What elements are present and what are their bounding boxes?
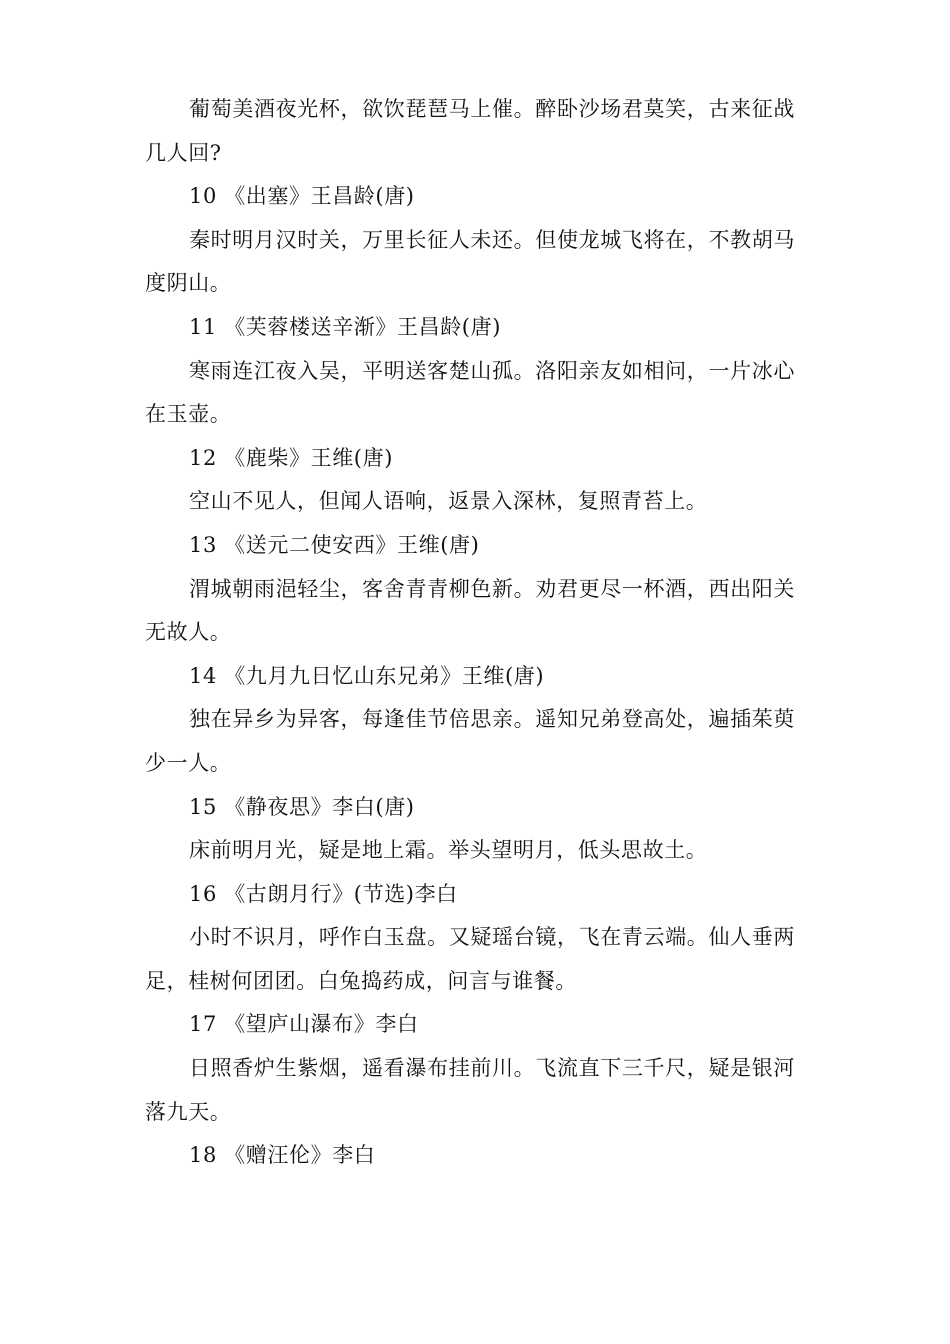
- poem-heading: 10 《出塞》王昌龄(唐): [189, 184, 415, 209]
- poem-text: 小时不识月，呼作白玉盘。又疑瑶台镜，飞在青云端。仙人垂两足，桂树何团团。白兔捣药成，问言与谁餐。: [145, 925, 795, 993]
- poem-heading: 13 《送元二使安西》王维(唐): [189, 532, 480, 557]
- poem-heading: 12 《鹿柴》王维(唐): [189, 445, 393, 470]
- poem-text: 葡萄美酒夜光杯，欲饮琵琶马上催。醉卧沙场君莫笑，古来征战几人回?: [145, 97, 795, 165]
- poem-heading: 15 《静夜思》李白(唐): [189, 794, 415, 819]
- poem-heading: 17 《望庐山瀑布》李白: [189, 1012, 419, 1037]
- poem-text: 日照香炉生紫烟，遥看瀑布挂前川。飞流直下三千尺，疑是银河落九天。: [145, 1056, 795, 1124]
- poem-text: 床前明月光，疑是地上霜。举头望明月，低头思故土。: [189, 838, 708, 863]
- poem-text: 寒雨连江夜入吴，平明送客楚山孤。洛阳亲友如相问，一片冰心在玉壶。: [145, 358, 795, 427]
- poem-heading: 14 《九月九日忆山东兄弟》王维(唐): [189, 663, 545, 688]
- poem-heading: 11 《芙蓉楼送辛渐》王昌龄(唐): [189, 314, 501, 339]
- poem-text: 秦时明月汉时关，万里长征人未还。但使龙城飞将在，不教胡马度阴山。: [145, 227, 795, 296]
- poem-heading: 18 《赠汪伦》李白: [189, 1143, 376, 1168]
- poem-text: 空山不见人，但闻人语响，返景入深林，复照青苔上。: [189, 489, 708, 514]
- document-body: [145, 88, 795, 1178]
- poem-text: 独在异乡为异客，每逢佳节倍思亲。遥知兄弟登高处，遍插茱萸少一人。: [145, 707, 795, 775]
- poem-text: 渭城朝雨浥轻尘，客舍青青柳色新。劝君更尽一杯酒，西出阳关无故人。: [145, 576, 795, 645]
- poem-heading: 16 《古朗月行》(节选)李白: [189, 881, 458, 906]
